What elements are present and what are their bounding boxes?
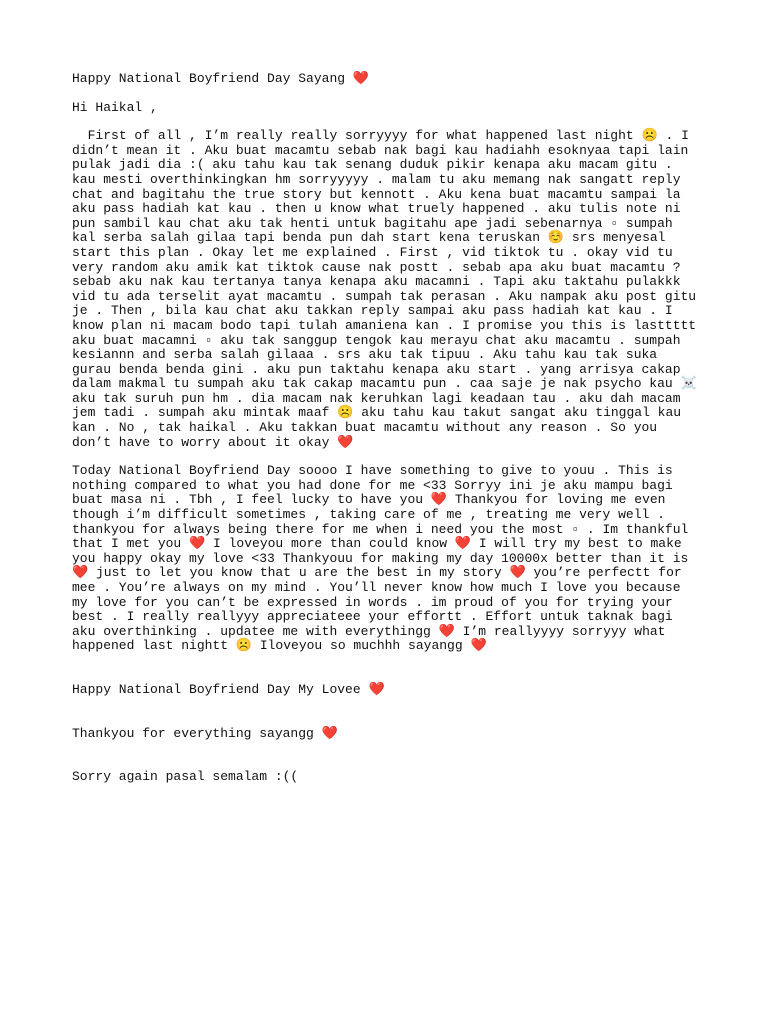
- letter-page: [72, 71, 705, 785]
- letter-title-line: Happy National Boyfriend Day Sayang ❤️: [72, 71, 370, 86]
- spacer: [72, 698, 700, 727]
- letter-closing-1: Happy National Boyfriend Day My Lovee ❤️: [72, 681, 385, 697]
- letter-closing-2: Thankyou for everything sayangg ❤️: [72, 725, 338, 741]
- spacer: [72, 87, 700, 101]
- spacer: [72, 450, 700, 464]
- letter-paragraph-2: Today National Boyfriend Day soooo I have something to give to youu . This is nothing compared to what you had done for me <33 Sorryy ini je aku mampu bagi buat masa ni . Tbh , I feel lucky to have you ❤️ Thankyou for loving me even though i’m difficult sometimes , taking care of me , treating me very well . thankyou for always being there for me when i need you the most ▫ . Im thankful that I met you ❤️ I loveyou more than could know ❤️ I will try my best to make you happy okay my love <33 Thankyouu for making my day 10000x better than it is ❤️ just to let you know that u are the best in my story ❤️ you’re perfectt for mee . You’re always on my mind . You’ll never know how much I love you because my love for you can’t be expressed in words . im proud of you for trying your best . I really reallyyy appreciateee your effortt . Effort untuk taknak bagi aku overthinking . updatee me with everythingg ❤️ I’m reallyyyy sorryyy what happened last nightt ☹️ Iloveyou so muchhh sayangg ❤️: [72, 463, 697, 654]
- spacer: [72, 654, 700, 683]
- letter-greeting: Hi Haikal ,: [72, 99, 158, 115]
- letter-closing-3: Sorry again pasal semalam :((: [72, 769, 299, 785]
- letter-paragraph-1: First of all , I’m really really sorryyyy for what happened last night ☹️ . I didn’t mean it . Aku buat macamtu sebab nak bagi kau hadiahh esoknyaa tapi lain pulak jadi dia :( aku tahu kau tak senang duduk pikir kenapa aku macam gitu . kau mesti overthinkingkan hm sorryyyyy . malam tu aku memang nak sangatt reply chat and bagitahu the true story but kennott . Aku kena buat macamtu sampai la aku pass hadiah kat kau . then u know what truely happened . aku tulis note ni pun sambil kau chat aku tak henti untuk bagitahu ape jadi sebenarnya ▫ sumpah kal serba salah gilaa tapi benda pun dah start kena teruskan ☺️ srs menyesal start this plan . Okay let me explained . First , vid tiktok tu . okay vid tu very random aku amik kat tiktok cause nak postt . sebab apa aku buat macamtu ? sebab aku nak kau tertanya tanya kenapa aku macamni . Tapi aku taktahu pulakkk vid tu ada terselit ayat macamtu . sumpah tak perasan . Aku nampak aku post gitu je . Then , bila kau chat aku takkan reply sampai aku pass hadiah kat kau . I know plan ni macam bodo tapi tulah amaniena kan . I promise you this is lasttttt aku buat macamni ▫ aku tak sanggup tengok kau merayu chat aku macamtu . sumpah kesiannn and serba salah gilaaa . srs aku tak tipuu . Aku tahu kau tak suka gurau benda benda gini . aku pun taktahu kenapa aku start . yang arrisya cakap dalam makmal tu sumpah aku tak cakap macamtu pun . caa saje je nak psycho kau ☠️ aku tak suruh pun hm . dia macam nak keruhkan lagi keadaan tau . aku dah macam jem tadi . sumpah aku mintak maaf ☹️ aku tahu kau takut sangat aku tinggal kau kan . No , tak haikal . Aku takkan buat macamtu without any reason . So you don’t have to worry about it okay ❤️: [72, 128, 705, 450]
- spacer: [72, 741, 700, 770]
